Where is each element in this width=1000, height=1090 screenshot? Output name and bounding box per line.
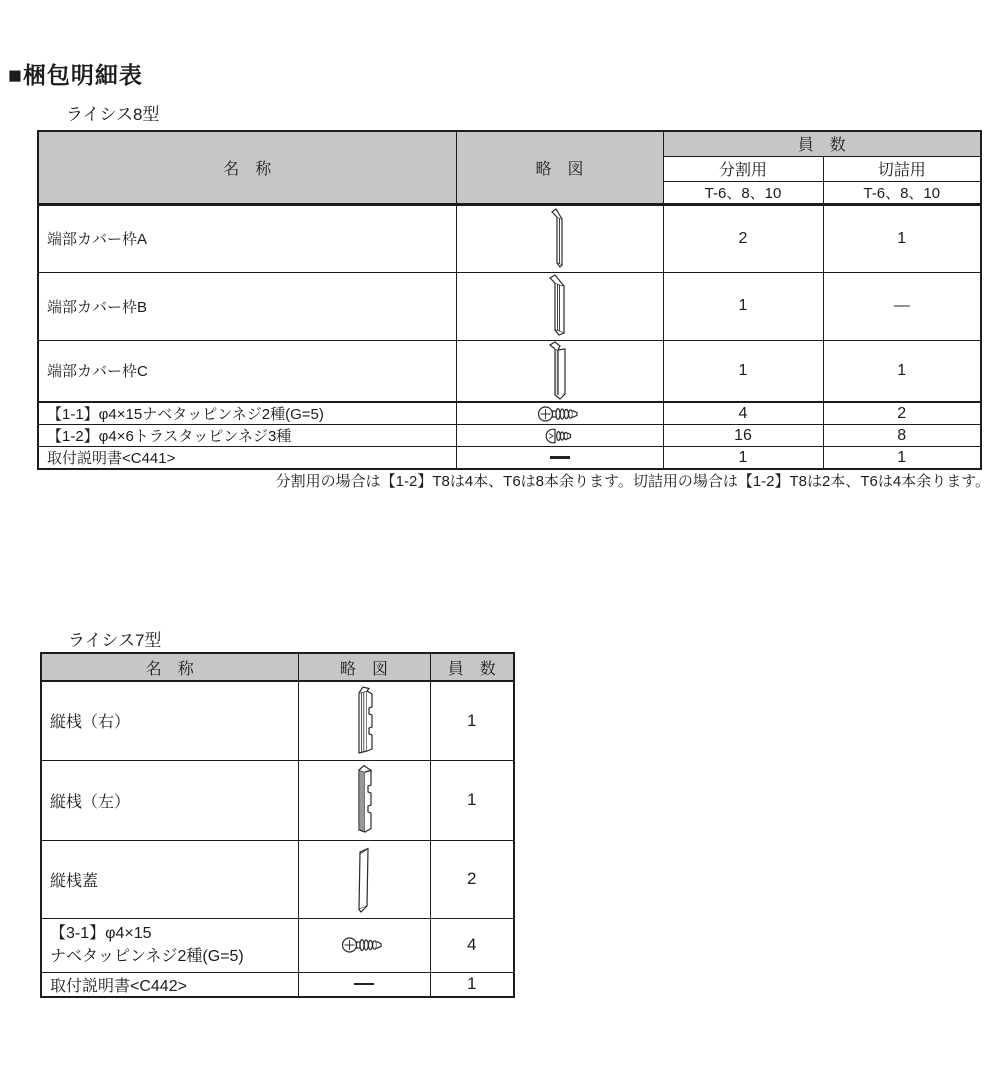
- part-name: 取付説明書<C442>: [41, 972, 298, 997]
- qty-cut: 1: [823, 340, 981, 402]
- col-header-qty: 員 数: [430, 653, 514, 681]
- truss-head-screw-icon: [457, 427, 663, 445]
- dash-icon: [550, 456, 570, 459]
- leftover-screws-note: 分割用の場合は【1-2】T8は4本、T6は8本余ります。切詰用の場合は【1-2】T8は2本、T6は4本余ります。: [275, 473, 990, 490]
- col-header-qty: 員 数: [663, 131, 981, 156]
- packing-table-type8: [37, 130, 982, 470]
- pan-head-screw-icon: [457, 405, 663, 423]
- col-header-name: 名 称: [38, 131, 456, 204]
- pan-head-screw-icon: [299, 936, 430, 954]
- qty: 1: [430, 681, 514, 760]
- qty: 1: [430, 760, 514, 840]
- dash-icon: [354, 983, 374, 986]
- part-name: 縦桟（左）: [41, 760, 298, 840]
- col-header-cut: 切詰用: [823, 156, 981, 181]
- qty: 2: [430, 840, 514, 918]
- table-row: [38, 447, 981, 470]
- vertical-rail-left-icon: [299, 764, 430, 836]
- part-name: 取付説明書<C441>: [38, 447, 456, 470]
- part-name: 【1-1】φ4×15ナベタッピンネジ2種(G=5): [38, 402, 456, 425]
- qty-split: 1: [663, 340, 823, 402]
- qty-split: 4: [663, 402, 823, 425]
- qty-cut: 1: [823, 447, 981, 470]
- table-row: [41, 840, 514, 918]
- vertical-rail-right-icon: [299, 685, 430, 757]
- table-row: [41, 918, 514, 972]
- table-row: [38, 425, 981, 447]
- table-row: [41, 681, 514, 760]
- end-cover-frame-a-icon: [457, 208, 663, 270]
- table7-label: ライシス7型: [68, 631, 162, 650]
- table-row: [38, 340, 981, 402]
- qty-cut: 8: [823, 425, 981, 447]
- table-row: [38, 204, 981, 272]
- part-name: 【3-1】φ4×15 ナベタッピンネジ2種(G=5): [41, 918, 298, 972]
- part-name: 端部カバー枠B: [38, 272, 456, 340]
- end-cover-frame-b-icon: [457, 274, 663, 338]
- qty: 1: [430, 972, 514, 997]
- part-name: 【1-2】φ4×6トラスタッピンネジ3種: [38, 425, 456, 447]
- col-header-name: 名 称: [41, 653, 298, 681]
- table-row: [41, 972, 514, 997]
- subheader-split-models: T-6、8、10: [663, 181, 823, 204]
- packing-table-type7: [40, 652, 515, 998]
- qty-split: 16: [663, 425, 823, 447]
- subheader-cut-models: T-6、8、10: [823, 181, 981, 204]
- qty-split: 1: [663, 447, 823, 470]
- table-row: [38, 402, 981, 425]
- table-row: [38, 272, 981, 340]
- end-cover-frame-c-icon: [457, 341, 663, 401]
- qty-split: 2: [663, 204, 823, 272]
- part-name: 縦桟（右）: [41, 681, 298, 760]
- table-row: [41, 760, 514, 840]
- part-name: 縦桟蓋: [41, 840, 298, 918]
- col-header-split: 分割用: [663, 156, 823, 181]
- qty-cut: 2: [823, 402, 981, 425]
- part-name: 端部カバー枠C: [38, 340, 456, 402]
- qty: 4: [430, 918, 514, 972]
- page-title: ■梱包明細表: [8, 62, 143, 88]
- rail-cover-strip-icon: [299, 843, 430, 915]
- part-name: 端部カバー枠A: [38, 204, 456, 272]
- qty-cut: 1: [823, 204, 981, 272]
- qty-cut: —: [823, 272, 981, 340]
- col-header-diagram: 略 図: [298, 653, 430, 681]
- col-header-diagram: 略 図: [456, 131, 663, 204]
- table8-label: ライシス8型: [66, 105, 160, 124]
- qty-split: 1: [663, 272, 823, 340]
